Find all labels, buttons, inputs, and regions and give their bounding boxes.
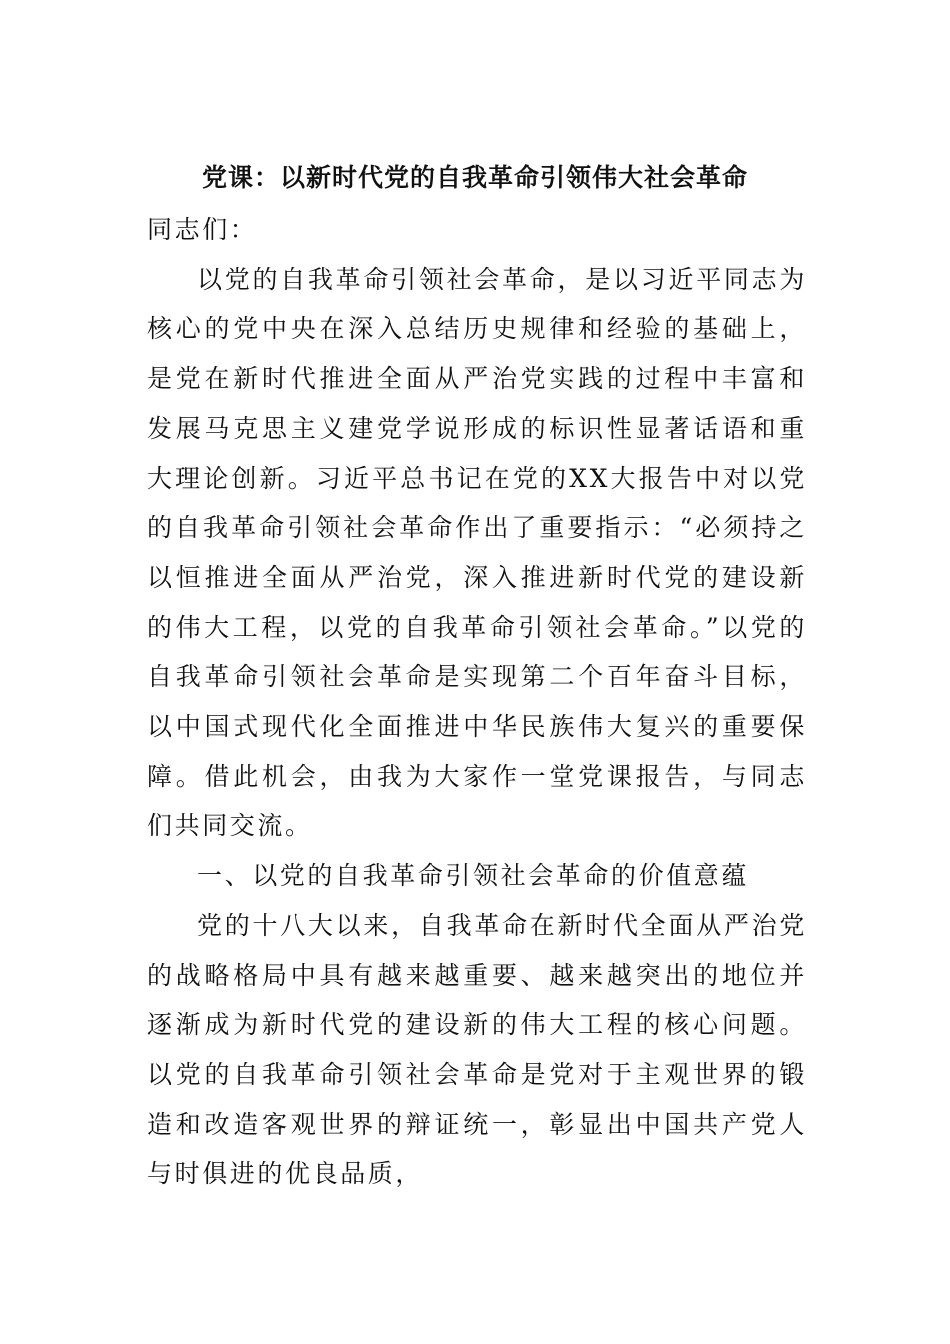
section-heading: 一、以党的自我革命引领社会革命的价值意蕴 xyxy=(197,861,750,891)
document-title: 党课：以新时代党的自我革命引领伟大社会革命 xyxy=(201,163,748,192)
section-paragraph: 党的十八大以来，自我革命在新时代全面从严治党的战略格局中具有越来越重要、越来越突出的地位并逐渐成为新时代党的建设新的伟大工程的核心问题。以党的自我革命引领社会革命是党对于主观世界的锻造和改造客观世界的辩证统一，彰显出中国共产党人与时俱进的优良品质， xyxy=(147,910,807,1189)
document-body xyxy=(147,205,807,1199)
salutation: 同志们： xyxy=(147,215,258,244)
body-paragraph: 以党的自我革命引领社会革命，是以习近平同志为核心的党中央在深入总结历史规律和经验的基础上，是党在新时代推进全面从严治党实践的过程中丰富和发展马克思主义建党学说形成的标识性显著话语和重大理论创新。习近平总书记在党的XX大报告中对以党的自我革命引领社会革命作出了重要指示：“必须持之以恒推进全面从严治党，深入推进新时代党的建设新的伟大工程，以党的自我革命引领社会革命。”以党的自我革命引领社会革命是实现第二个百年奋斗目标，以中国式现代化全面推进中华民族伟大复兴的重要保障。借此机会，由我为大家作一堂党课报告，与同志们共同交流。 xyxy=(147,264,807,841)
